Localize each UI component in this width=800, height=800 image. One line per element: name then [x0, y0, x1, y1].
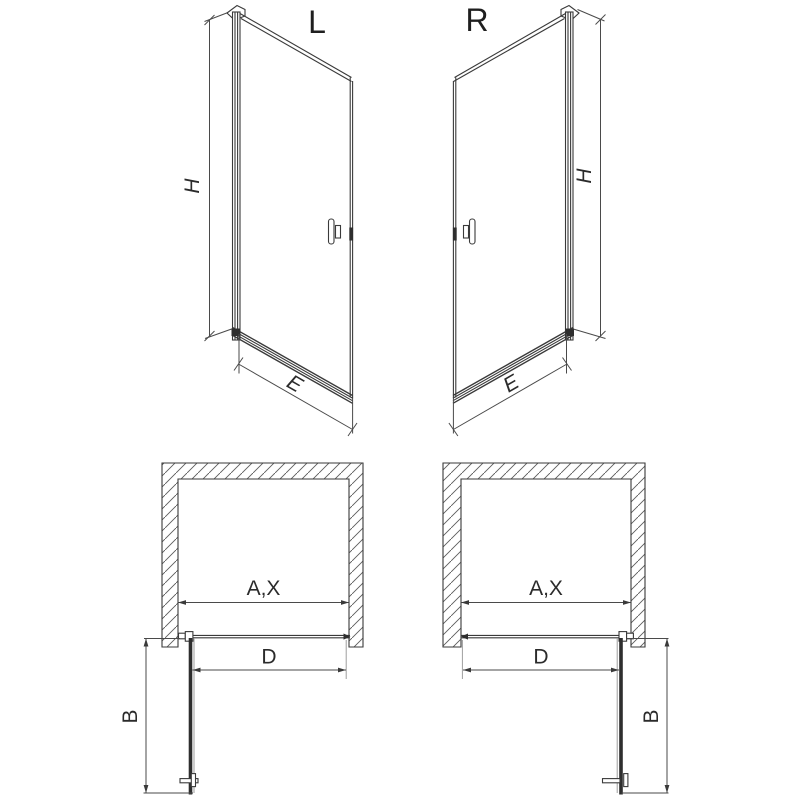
ax-label-right: A,X [529, 577, 563, 600]
h-label-right: H [573, 168, 596, 184]
magnet-strip [349, 228, 353, 241]
handle-plate [464, 226, 469, 239]
door-width-dimension-left [193, 640, 347, 679]
closed-door-line-right [461, 632, 633, 642]
opening-dimension-right [461, 577, 631, 605]
d-label-right: D [533, 645, 549, 669]
hinge-block [627, 633, 634, 639]
b-arrow-top [665, 639, 670, 647]
b-arrow-bottom [144, 785, 149, 793]
ax-arrow-right [341, 600, 349, 605]
b-arrow-bottom [665, 785, 670, 793]
walls-hatched [162, 463, 363, 647]
magnet-wedge [461, 634, 468, 640]
door-handle-bar [603, 779, 621, 783]
walls-hatched [443, 463, 645, 647]
hinge-block [179, 633, 186, 639]
opening-dimension-left [178, 577, 349, 605]
depth-dimension-left [119, 639, 193, 794]
left-plan [119, 463, 363, 795]
height-dimension-left [181, 13, 233, 342]
height-dimension-right [572, 10, 606, 342]
h-label-left: H [181, 178, 204, 194]
ax-arrow-right [623, 600, 631, 605]
door-width-dimension-right [462, 640, 619, 679]
h-ext-top [205, 13, 229, 22]
width-dimension-right [449, 334, 572, 436]
hinge-profile [233, 12, 241, 340]
b-label-left: B [119, 709, 142, 724]
ax-arrow-left [461, 600, 469, 605]
d-arrow-right [338, 668, 346, 673]
b-arrow-top [144, 639, 149, 647]
right-elevation [449, 2, 606, 436]
glass-top-edge-inner [241, 19, 352, 82]
left-elevation [181, 4, 357, 436]
depth-dimension-right [622, 639, 670, 794]
door-leaf [619, 638, 623, 795]
ax-arrow-left [178, 600, 186, 605]
hinge-profile [566, 12, 574, 340]
d-arrow-right [611, 668, 619, 673]
width-dimension-left [234, 334, 357, 436]
closed-door-line-left [179, 632, 351, 642]
door-panel-right [453, 6, 579, 404]
door-handle-tab [191, 774, 195, 787]
right-plan [443, 463, 669, 795]
variant-label-right: R [465, 2, 489, 38]
handle-grip [329, 219, 335, 244]
magnet-strip [453, 228, 457, 241]
e-label-right: E [499, 370, 524, 398]
d-arrow-left [463, 668, 471, 673]
door-handle-tab [624, 774, 628, 787]
door-leaf [189, 638, 193, 795]
variant-label-left: L [308, 4, 326, 40]
ax-label-left: A,X [246, 577, 281, 600]
e-label-left: E [282, 370, 307, 398]
b-label-right: B [640, 709, 663, 724]
d-label-left: D [261, 645, 277, 669]
open-door-right [603, 638, 628, 795]
handle-plate [336, 226, 341, 239]
glass-top-edge [240, 14, 352, 78]
open-door-left [180, 638, 198, 795]
handle-grip [470, 219, 476, 244]
door-panel-left [227, 6, 353, 404]
